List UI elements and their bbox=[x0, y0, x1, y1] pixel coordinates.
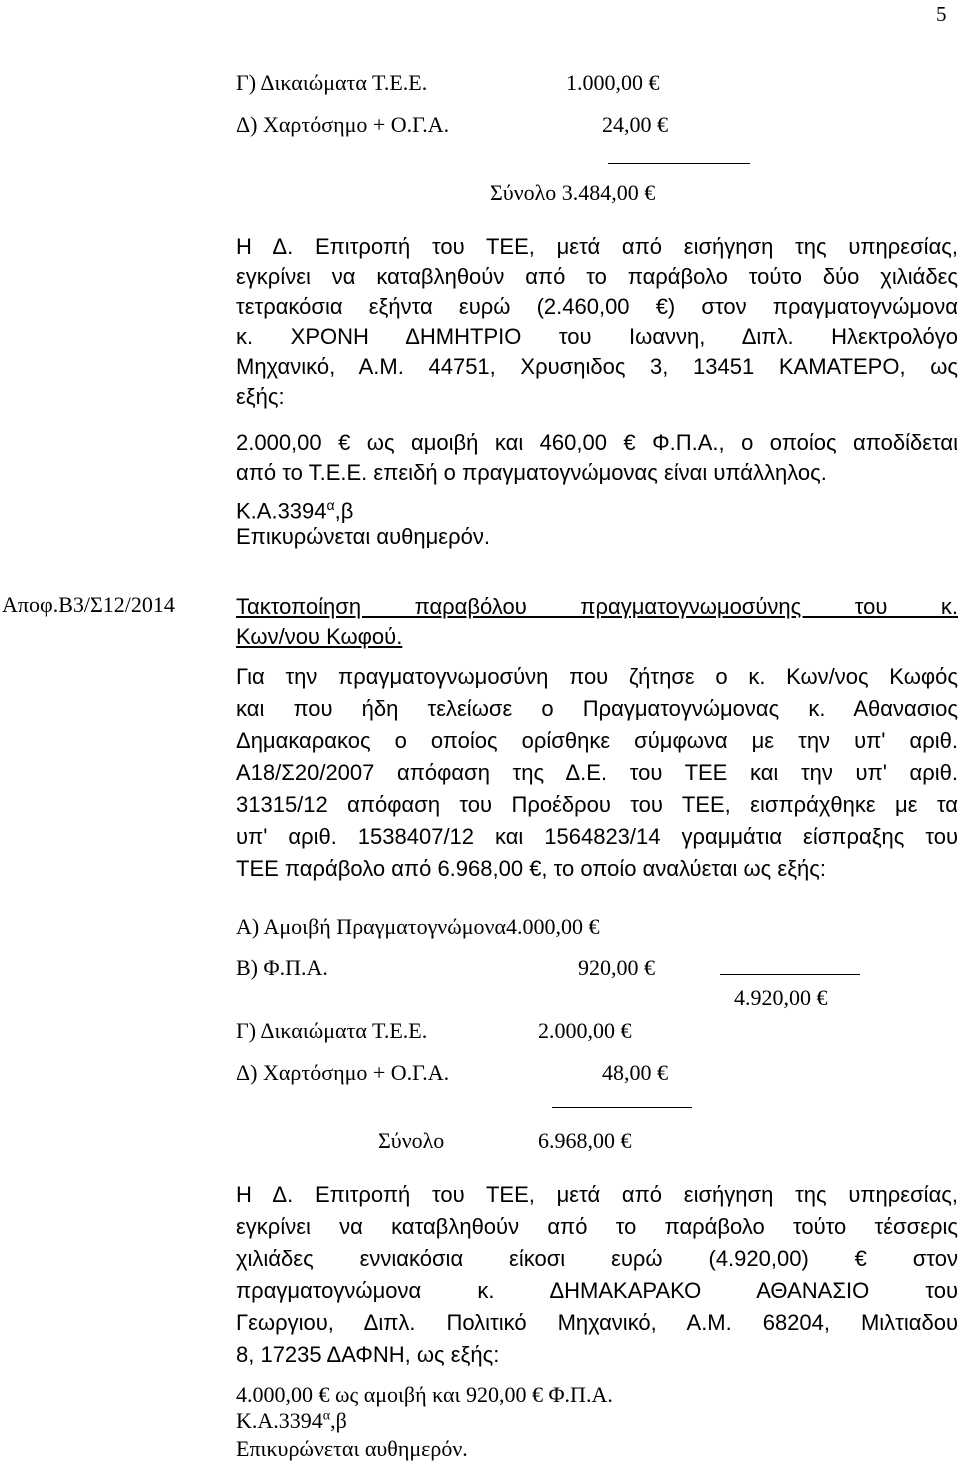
decision-line: εγκρίνει να καταβληθούν από το παράβολο τούτο τέσσερις bbox=[236, 1214, 958, 1239]
fee-b-amount: 920,00 € bbox=[578, 955, 655, 980]
fee-d-label: Δ) Χαρτόσημο + Ο.Γ.Α. bbox=[236, 1060, 450, 1085]
total-line: Σύνολο 3.484,00 € bbox=[490, 180, 656, 205]
total-amount: 6.968,00 € bbox=[538, 1128, 632, 1153]
decision-line: Γεωργιου, Διπλ. Πολιτικό Μηχανικό, Α.Μ. 68204, Μιλτιαδου bbox=[236, 1310, 958, 1335]
page-number: 5 bbox=[936, 2, 947, 26]
fee-d-label: Δ) Χαρτόσημο + Ο.Γ.Α. bbox=[236, 112, 450, 137]
decision-number: Αποφ.Β3/Σ12/2014 bbox=[2, 592, 175, 617]
body-line: και που ήδη τελείωσε ο Πραγματογνώμονας κ. Αθανασιος bbox=[236, 696, 958, 721]
payment-line: 2.000,00 € ως αμοιβή και 460,00 € Φ.Π.Α., ο οποίος αποδίδεται bbox=[236, 430, 958, 455]
subtotal-rule bbox=[720, 974, 860, 975]
body-line: Για την πραγματογνωμοσύνη που ζήτησε ο κ. Κων/νος Κωφός bbox=[236, 664, 958, 689]
fee-c-label: Γ) Δικαιώματα Τ.Ε.Ε. bbox=[236, 70, 428, 95]
body-line: 31315/12 απόφαση του Προέδρου του ΤΕΕ, εισπράχθηκε με τα bbox=[236, 792, 958, 817]
budget-code: $K.A.3394^\alpha,\beta$ bbox=[236, 497, 354, 524]
body-line: Δημακαρακος ο οποίος ορίσθηκε σύμφωνα με την υπ' αριθ. bbox=[236, 728, 958, 753]
item-title-cont: Κων/νου Κωφού. bbox=[236, 624, 403, 649]
payment-line: από το Τ.Ε.Ε. επειδή ο πραγματογνώμονας είναι υπάλληλος. bbox=[236, 460, 827, 485]
body-line: υπ' αριθ. 1538407/12 και 1564823/14 γραμμάτια είσπραξης του bbox=[236, 824, 958, 849]
item-title: Τακτοποίηση παραβόλου πραγματογνωμοσύνης του κ. bbox=[236, 594, 958, 619]
total-rule bbox=[552, 1107, 692, 1108]
ratified-text: Επικυρώνεται αυθημερόν. bbox=[236, 1436, 468, 1461]
total-label: Σύνολο bbox=[378, 1128, 445, 1153]
fee-c-label: Γ) Δικαιώματα Τ.Ε.Ε. bbox=[236, 1018, 428, 1043]
fee-d-amount: 48,00 € bbox=[602, 1060, 668, 1085]
body-line: Α18/Σ20/2007 απόφαση της Δ.Ε. του ΤΕΕ και την υπ' αριθ. bbox=[236, 760, 958, 785]
fee-a: Α) Αμοιβή Πραγματογνώμονα4.000,00 € bbox=[236, 914, 600, 939]
subtotal-amount: 4.920,00 € bbox=[734, 985, 828, 1010]
decision-line: Η Δ. Επιτροπή του ΤΕΕ, μετά από εισήγηση της υπηρεσίας, bbox=[236, 1182, 958, 1207]
decision-line: Μηχανικό, Α.Μ. 44751, Χρυσηιδος 3, 13451 ΚΑΜΑΤΕΡΟ, ως bbox=[236, 354, 958, 379]
budget-code: $K.A.3394^\alpha,\beta$ bbox=[236, 1408, 347, 1433]
decision-line: Η Δ. Επιτροπή του ΤΕΕ, μετά από εισήγηση της υπηρεσίας, bbox=[236, 234, 958, 259]
decision-line: εξής: bbox=[236, 384, 285, 409]
fee-b-label: Β) Φ.Π.Α. bbox=[236, 955, 328, 980]
decision-line: κ. ΧΡΟΝΗ ΔΗΜΗΤΡΙΟ του Ιωαννη, Διπλ. Ηλεκτρολόγο bbox=[236, 324, 958, 349]
body-line: ΤΕΕ παράβολο από 6.968,00 €, το οποίο αναλύεται ως εξής: bbox=[236, 856, 826, 881]
decision-line: 8, 17235 ΔΑΦΝΗ, ως εξής: bbox=[236, 1342, 500, 1367]
fee-c-amount: 1.000,00 € bbox=[566, 70, 660, 95]
decision-line: εγκρίνει να καταβληθούν από το παράβολο τούτο δύο χιλιάδες bbox=[236, 264, 958, 289]
fee-d-amount: 24,00 € bbox=[602, 112, 668, 137]
payment-line: 4.000,00 € ως αμοιβή και 920,00 € Φ.Π.Α. bbox=[236, 1382, 613, 1407]
ratified-text: Επικυρώνεται αυθημερόν. bbox=[236, 524, 490, 549]
decision-line: τετρακόσια εξήντα ευρώ (2.460,00 €) στον πραγματογνώμονα bbox=[236, 294, 958, 319]
decision-line: πραγματογνώμονα κ. ΔΗΜΑΚΑΡΑΚΟ ΑΘΑΝΑΣΙΟ του bbox=[236, 1278, 958, 1303]
fee-c-amount: 2.000,00 € bbox=[538, 1018, 632, 1043]
decision-line: χιλιάδες εννιακόσια είκοσι ευρώ (4.920,00) € στον bbox=[236, 1246, 958, 1271]
sum-rule bbox=[608, 163, 750, 164]
